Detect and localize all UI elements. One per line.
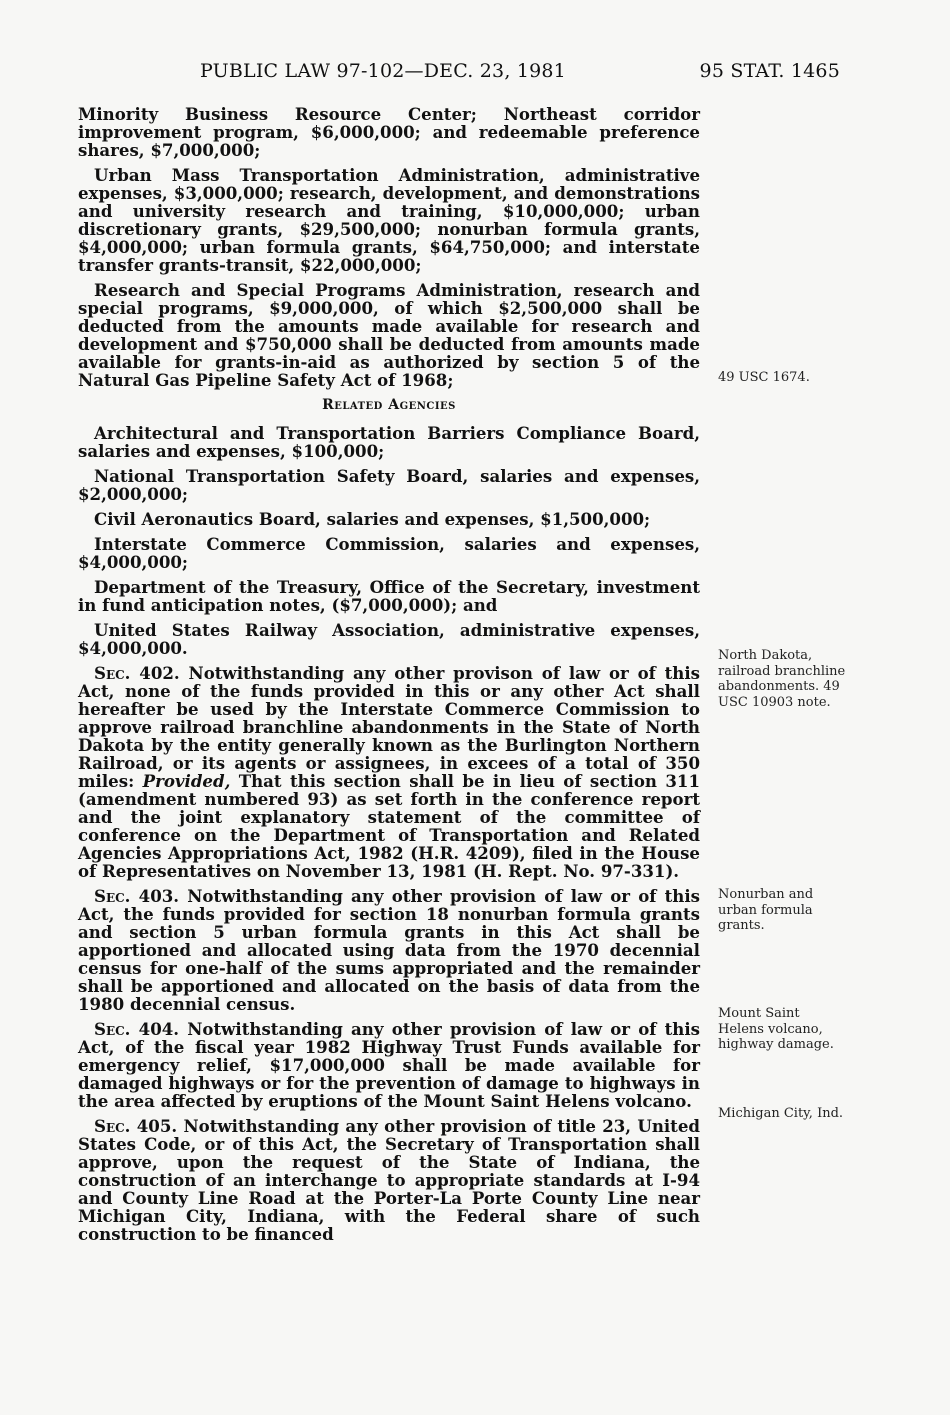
provided-term: Provided, <box>142 771 231 791</box>
paragraph: Minority Business Resource Center; Northeast corridor improvement program, $6,000,000; and redeemable preference shares, $7,000,000; <box>78 104 700 160</box>
related-agency-item: United States Railway Association, administrative expenses, $4,000,000. <box>78 620 700 658</box>
section-text: That this section shall be in lieu of section 311 (amendment numbered 93) as set forth in the conference report and the joint explanatory statement of the committee of conference on the Department of Transportation and Related Agencies Appropriations Act, 1982 (H.R. 4209), filed in the House of Representatives on November 13, 1981 (H. Rept. No. 97-331). <box>78 771 700 881</box>
section-number: Sec. 405. <box>94 1116 178 1136</box>
section-text: Notwithstanding any other provision of title 23, United States Code, or of this Act, the Secretary of Transportation shall approve, upon the request of the State of Indiana, the construction of an interchange to appropriate standards at I-94 and County Line Road at the Porter-La Porte County Line near Michigan City, Indiana, with the Federal share of such construction to be financed <box>78 1116 701 1244</box>
margin-note-usc-1674: 49 USC 1674. <box>718 370 810 385</box>
section-404 <box>78 1020 700 1110</box>
related-agencies-heading: Related Agencies <box>322 397 456 413</box>
page-header <box>200 60 840 90</box>
paragraph: Urban Mass Transportation Administration, administrative expenses, $3,000,000; research, development, and demonstrations and university research and training, $10,000,000; urban discretionary grants, $29,500,000; nonurban formula grants, $4,000,000; urban formula grants, $64,750,000; and interstate transfer grants-transit, $22,000,000; <box>78 165 700 275</box>
related-agency-item: Interstate Commerce Commission, salaries and expenses, $4,000,000; <box>78 534 700 572</box>
related-agency-item: Architectural and Transportation Barriers Compliance Board, salaries and expenses, $100,000; <box>78 423 700 461</box>
section-number: Sec. 403. <box>94 886 180 906</box>
section-402 <box>78 664 700 880</box>
section-405 <box>78 1117 700 1243</box>
margin-note-north-dakota: North Dakota, railroad branchline abandonments. 49 USC 10903 note. <box>718 648 846 710</box>
margin-note-nonurban-grants: Nonurban and urban formula grants. <box>718 887 814 933</box>
margin-note-michigan-city: Michigan City, Ind. <box>718 1106 844 1121</box>
related-agency-item: Department of the Treasury, Office of the Secretary, investment in fund anticipation notes, ($7,000,000); and <box>78 577 700 615</box>
section-text: Notwithstanding any other provision of law or of this Act, the funds provided for section 18 nonurban formula grants and section 5 urban formula grants in this Act shall be apportioned and allocated using data from the 1970 decennial census for one-half of the sums appropriated and the remainder shall be apportioned and allocated on the basis of data from the 1980 decennial census. <box>78 886 700 1014</box>
body-text <box>78 105 700 1250</box>
paragraph: Research and Special Programs Administration, research and special programs, $9,000,000, of which $2,500,000 shall be deducted from the amounts made available for research and development and $750,000 shall be deducted from amounts made available for grants-in-aid as authorized by section 5 of the Natural Gas Pipeline Safety Act of 1968; <box>78 280 700 390</box>
section-403 <box>78 887 700 1013</box>
header-law-title: PUBLIC LAW 97-102—DEC. 23, 1981 <box>200 60 566 82</box>
section-number: Sec. 404. <box>94 1019 180 1039</box>
section-text: Notwithstanding any other provision of law or of this Act, of the fiscal year 1982 Highway Trust Funds available for emergency relief, $17,000,000 shall be made available for damaged highways or for the prevention of damage to highways in the area affected by eruptions of the Mount Saint Helens volcano. <box>78 1019 700 1111</box>
section-text: Notwithstanding any other provison of law or of this Act, none of the funds provided in this or any other Act shall hereafter be used by the Interstate Commerce Commission to approve railroad branchline abandonments in the State of North Dakota by the entity generally known as the Burlington Northern Railroad, or its agents or assignees, in excees of a total of 350 miles: <box>78 663 701 791</box>
related-agency-item: Civil Aeronautics Board, salaries and expenses, $1,500,000; <box>94 509 651 529</box>
margin-note-mount-saint-helens: Mount Saint Helens volcano, highway damage. <box>718 1006 834 1052</box>
related-agency-item: National Transportation Safety Board, salaries and expenses, $2,000,000; <box>78 466 700 504</box>
section-number: Sec. 402. <box>94 663 180 683</box>
header-stat-page: 95 STAT. 1465 <box>699 60 840 82</box>
